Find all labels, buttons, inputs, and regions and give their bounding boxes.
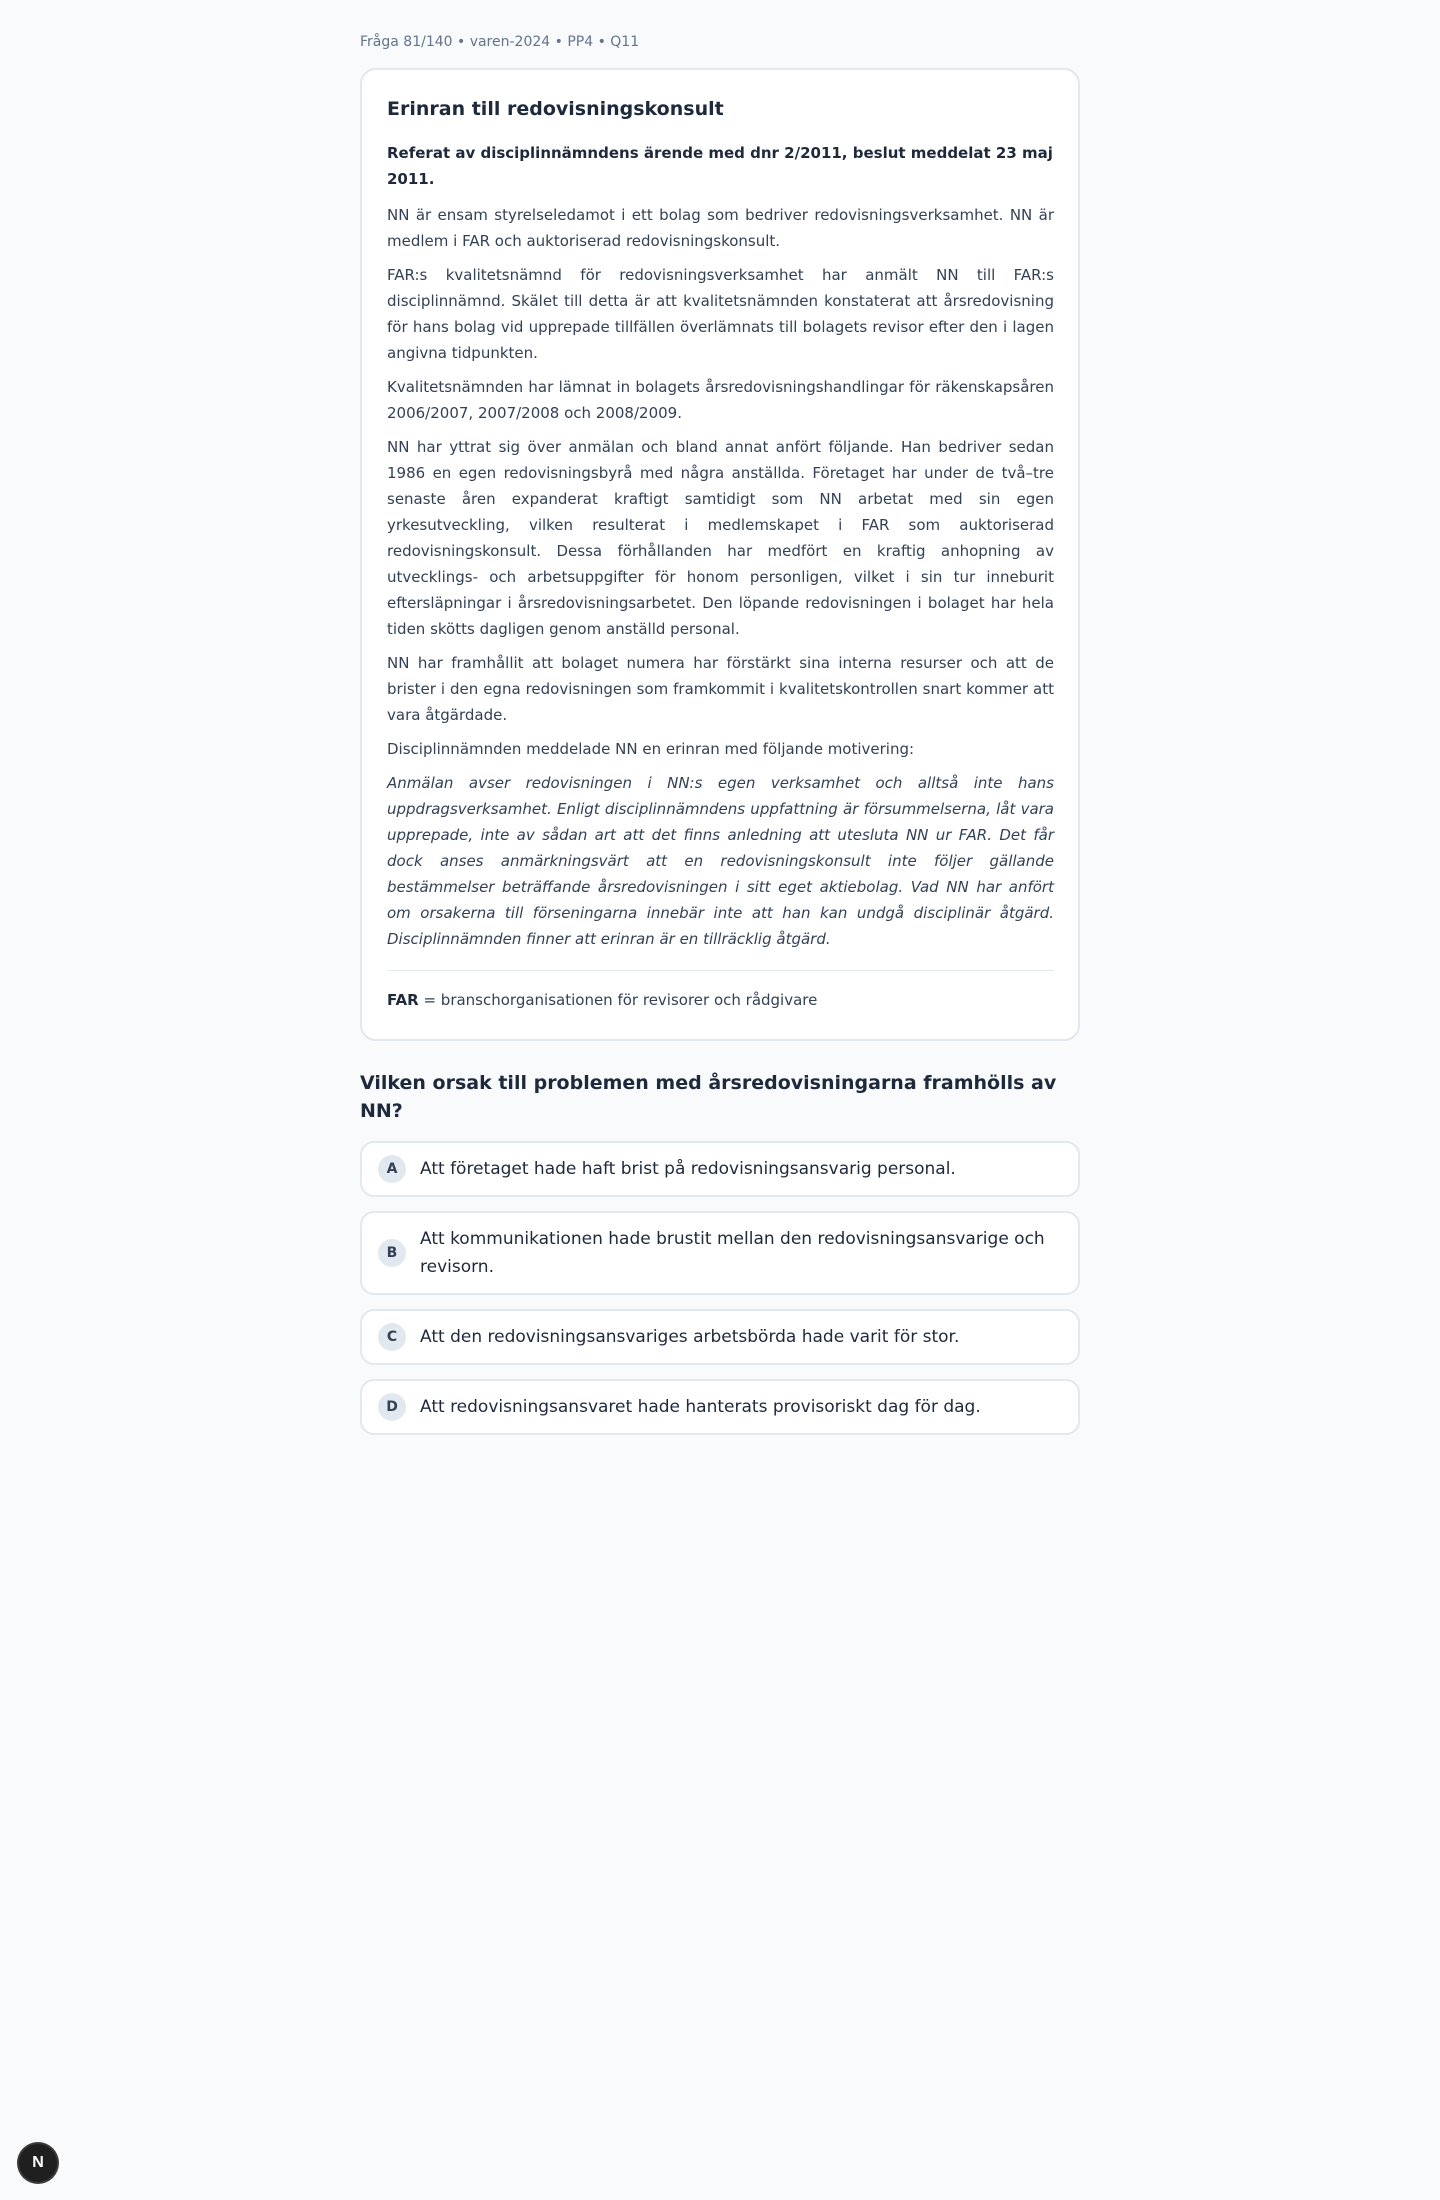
question-text: Vilken orsak till problemen med årsredovisningarna framhölls av NN? [360, 1072, 1057, 1122]
option-letter-badge: C [378, 1323, 406, 1351]
passage-paragraph: NN har framhållit att bolaget numera har förstärkt sina interna resurser och att de brister i den egna redovisningen som framkommit i kvalitetskontrollen snart kommer att vara åtgärdade. [387, 654, 1054, 724]
n-logo-icon: N [32, 2154, 44, 2171]
devtools-toggle-button[interactable] [19, 2144, 57, 2182]
passage-title: Erinran till redovisningskonsult [387, 98, 724, 120]
breadcrumb: Fråga 81/140 • varen-2024 • PP4 • Q11 [360, 34, 640, 50]
passage-card [360, 68, 1080, 1041]
passage-subtitle: Referat av disciplinnämndens ärende med dnr 2/2011, beslut meddelat 23 maj 2011. [387, 144, 1053, 188]
passage-paragraph: Disciplinnämnden meddelade NN en erinran med följande motivering: [387, 740, 915, 758]
footnote-term: FAR [387, 991, 419, 1009]
option-letter-badge: A [378, 1155, 406, 1183]
passage-paragraph: FAR:s kvalitetsnämnd för redovisningsverksamhet har anmält NN till FAR:s disciplinnämnd. Skälet till detta är att kvalitetsnämnden konstaterat att årsredovisning för hans bolag vid upprepade tillfällen överlämnats till bolagets revisor efter den i lagen angivna tidpunkten. [387, 266, 1054, 362]
main-content [360, 0, 1080, 1449]
answer-option-b[interactable] [360, 1211, 1080, 1295]
option-text: Att företaget hade haft brist på redovisningsansvarig personal. [420, 1159, 956, 1179]
option-text: Att den redovisningsansvariges arbetsbörda hade varit för stor. [420, 1327, 960, 1347]
option-letter-badge: D [378, 1393, 406, 1421]
answer-option-d[interactable] [360, 1379, 1080, 1435]
passage-paragraph: NN har yttrat sig över anmälan och bland annat anfört följande. Han bedriver sedan 1986 en egen redovisningsbyrå med några anställda. Företaget har under de två–tre senaste åren expanderat kraftigt samtidigt som NN arbetat med sin egen yrkesutveckling, vilken resulterat i medlemskapet i FAR som auktoriserad redovisningskonsult. Dessa förhållanden har medfört en kraftig anhopning av utvecklings- och arbetsuppgifter för honom personligen, vilket i sin tur inneburit eftersläpningar i årsredovisningsarbetet. Den löpande redovisningen i bolaget har hela tiden skötts dagligen genom anställd personal. [387, 438, 1054, 638]
footnote [387, 987, 1054, 1013]
option-text: Att kommunikationen hade brustit mellan den redovisningsansvarige och revisorn. [420, 1229, 1045, 1277]
option-letter-badge: B [378, 1239, 406, 1267]
passage-quote: Anmälan avser redovisningen i NN:s egen verksamhet och alltså inte hans uppdragsverksamhet. Enligt disciplinnämndens uppfattning är försummelserna, låt vara upprepade, inte av sådan art att det finns anledning att utesluta NN ur FAR. Det får dock anses anmärkningsvärt att en redovisningskonsult inte följer gällande bestämmelser beträffande årsredovisningen i sitt eget aktiebolag. Vad NN har anfört om orsakerna till förseningarna innebär inte att han kan undgå disciplinär åtgärd. Disciplinnämnden finner att erinran är en tillräcklig åtgärd. [387, 774, 1054, 948]
passage-paragraph: Kvalitetsnämnden har lämnat in bolagets årsredovisningshandlingar för räkenskapsåren 2006/2007, 2007/2008 och 2008/2009. [387, 378, 1054, 422]
answer-option-c[interactable] [360, 1309, 1080, 1365]
footnote-definition: = branschorganisationen för revisorer och rådgivare [418, 991, 818, 1009]
divider [387, 970, 1054, 971]
answer-option-a[interactable] [360, 1141, 1080, 1197]
passage-paragraph: NN är ensam styrelseledamot i ett bolag som bedriver redovisningsverksamhet. NN är medlem i FAR och auktoriserad redovisningskonsult. [387, 206, 1054, 250]
option-text: Att redovisningsansvaret hade hanterats provisoriskt dag för dag. [420, 1397, 981, 1417]
answer-options [360, 1141, 1080, 1435]
